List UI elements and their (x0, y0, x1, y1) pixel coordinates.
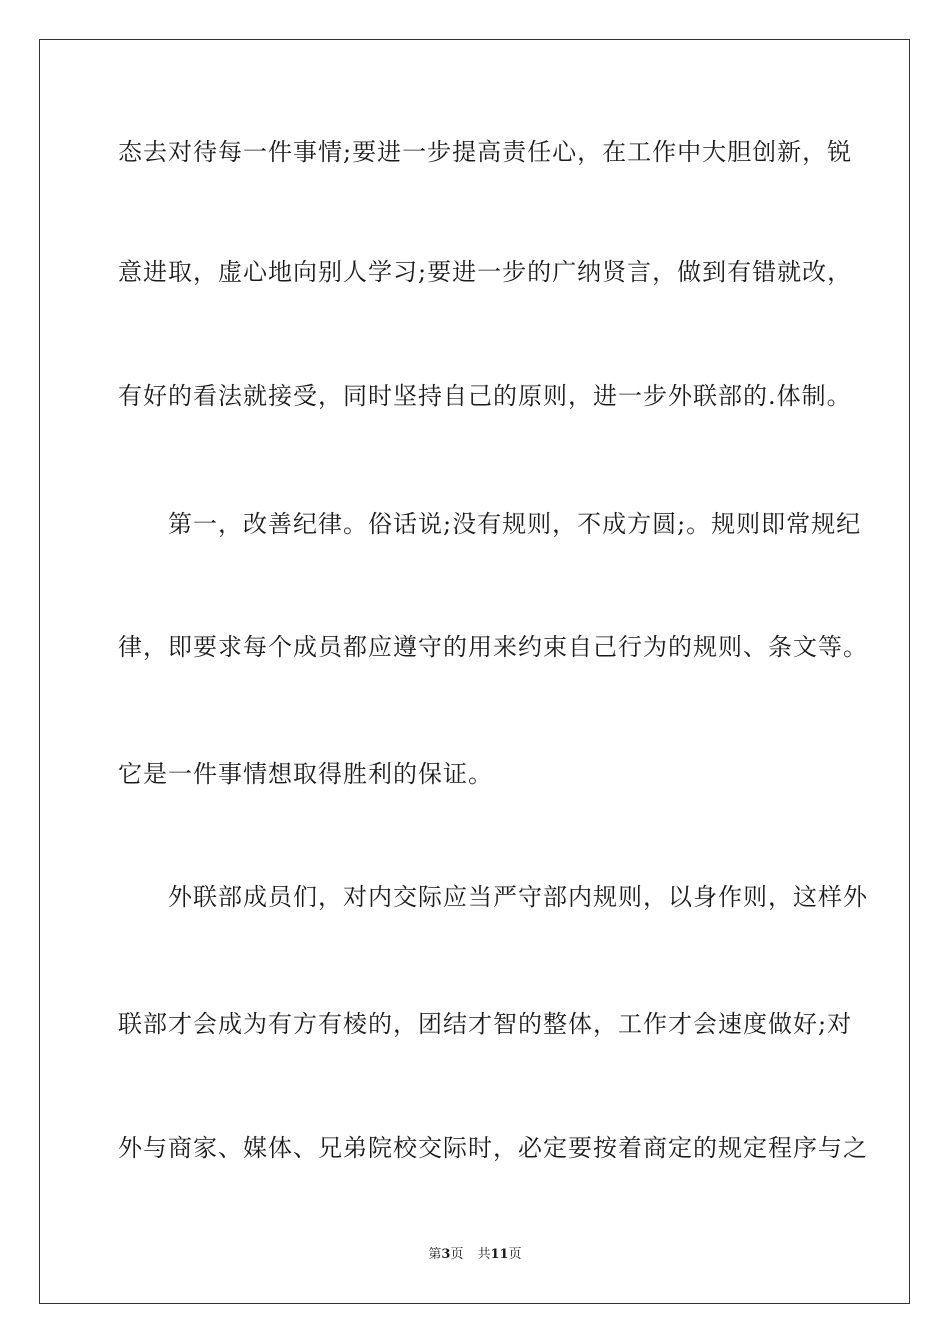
text-line-7: 外联部成员们，对内交际应当严守部内规则，以身作则，这样外 (118, 883, 868, 911)
text-line-3: 有好的看法就接受，同时坚持自己的原则，进一步外联部的.体制。 (118, 382, 852, 410)
text-line-2: 意进取，虚心地向别人学习;要进一步的广纳贤言，做到有错就改， (118, 258, 853, 286)
footer-page-suffix: 页 (450, 1247, 464, 1262)
page-footer (0, 1246, 950, 1264)
footer-page-prefix: 第 (428, 1247, 442, 1262)
text-line-1: 态去对待每一件事情;要进一步提高责任心，在工作中大胆创新，锐 (118, 138, 853, 166)
footer-total-prefix: 共 (477, 1247, 491, 1262)
text-line-4: 第一，改善纪律。俗话说;没有规则，不成方圆;。规则即常规纪 (118, 510, 862, 538)
text-line-6: 它是一件事情想取得胜利的保证。 (118, 760, 493, 788)
footer-total-suffix: 页 (508, 1247, 522, 1262)
page-border (39, 39, 910, 1304)
text-line-5: 律，即要求每个成员都应遵守的用来约束自己行为的规则、条文等。 (118, 633, 868, 661)
footer-total-pages: 11 (490, 1247, 509, 1262)
footer-page-number: 3 (441, 1247, 451, 1262)
text-line-9: 外与商家、媒体、兄弟院校交际时，必定要按着商定的规定程序与之 (118, 1134, 868, 1162)
text-line-8: 联部才会成为有方有棱的，团结才智的整体，工作才会速度做好;对 (118, 1010, 853, 1038)
